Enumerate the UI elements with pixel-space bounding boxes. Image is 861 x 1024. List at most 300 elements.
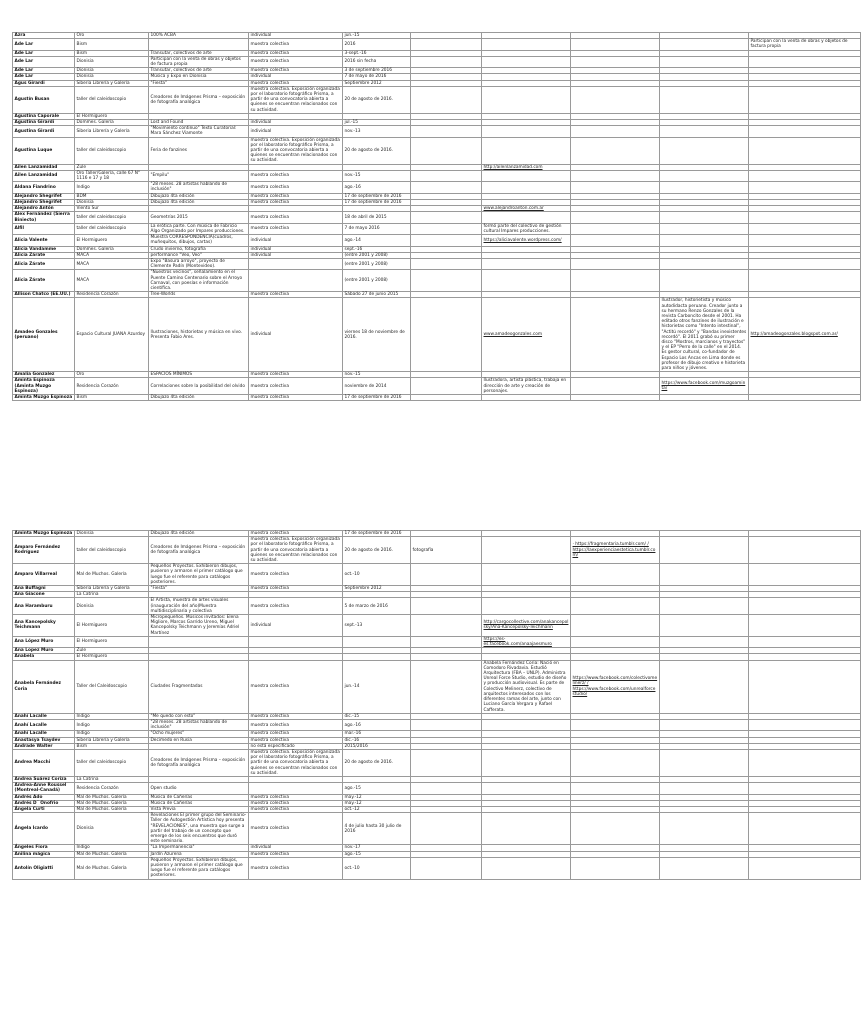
table-row [13, 378, 861, 395]
exhibition-cell: Correlaciones sobre la posibilidad del olvido [149, 378, 249, 395]
artist-cell: Ana López Muro [13, 636, 75, 647]
exhibition-cell: "Fiesta" [149, 586, 249, 592]
venue-cell: La Catrina [75, 592, 149, 598]
table-row [13, 857, 861, 879]
exhibition-cell: "Ocho mujeres" [149, 731, 249, 737]
type-cell: muestra colectiva [249, 813, 343, 845]
link-cell [571, 298, 660, 372]
type-cell: individual [249, 120, 343, 126]
discipline-cell [411, 813, 482, 845]
date-cell: 17 de septiembre de 2016 [343, 531, 411, 537]
artist-exhibitions-table [12, 530, 861, 880]
date-cell: ago.-15 [343, 783, 411, 794]
venue-cell: Zule [75, 648, 149, 654]
date-cell: Sábado 27 de junio 2015 [343, 292, 411, 298]
artist-cell: Amalia Gonzalez [13, 372, 75, 378]
date-cell: 5 de marzo de 2016 [343, 598, 411, 615]
type-cell: muestra colectiva [249, 531, 343, 537]
type-cell: muestra colectiva [249, 182, 343, 193]
extra-cell [660, 636, 749, 647]
notes-cell [749, 615, 861, 637]
discipline-cell [411, 598, 482, 615]
notes-cell [749, 378, 861, 395]
discipline-cell [411, 223, 482, 234]
extra-cell [660, 749, 749, 776]
date-cell: may.-12 [343, 800, 411, 806]
bio-cell: formó parte del colectivo de gestión cultural Impares producciones. [482, 223, 571, 234]
exhibition-cell: Transutar, colectivos de arte [149, 50, 249, 56]
bio-cell [482, 39, 571, 50]
exhibition-cell: "28 meses. 28 artistas hablando de inclusión" [149, 182, 249, 193]
exhibition-cell: El Artista, muestra de artes visuales (inauguración del año)Muestra multidisciplinaria y colectiva [149, 598, 249, 615]
date-cell: dic.-16 [343, 737, 411, 743]
artist-cell: Ana Kancepolsky Teichmann [13, 615, 75, 637]
artist-cell: Ángela Icardo [13, 813, 75, 845]
link-cell [571, 598, 660, 615]
link-cell[interactable]: https://www.facebook.com/muzgoaminta/ [660, 378, 749, 395]
exhibition-cell: "Fiesta" [149, 80, 249, 86]
artist-cell: Anilina mágica [13, 851, 75, 857]
artist-exhibitions-table [12, 32, 861, 401]
venue-cell: MACA [75, 258, 149, 269]
artist-cell: Anastasya Tsaydev [13, 737, 75, 743]
extra-cell [660, 235, 749, 246]
type-cell: individual [249, 252, 343, 258]
bio-cell [482, 564, 571, 586]
date-cell: ago.-15 [343, 851, 411, 857]
link-cell[interactable]: http://cargocollective.com/anakancepolsky/Ana-Kancepolsky-Teichmann [482, 615, 571, 637]
artist-cell: Aminta Muzgo Espinoza [13, 531, 75, 537]
artist-cell: Ade Lar [13, 68, 75, 74]
venue-cell: La Catrina [75, 776, 149, 782]
artist-cell: Ade Lar [13, 39, 75, 50]
artist-cell: Agus Girardi [13, 80, 75, 86]
artist-cell: Aminta Muzgo Espinoza [13, 395, 75, 401]
type-cell [249, 636, 343, 647]
type-cell: individual [249, 246, 343, 252]
exhibition-cell: Pequeños Proyectos. Exhibieron dibujos, pusieron y armaron el primer catálogo que luego fue el referente para catálogos posteriores. [149, 564, 249, 586]
artist-cell: Amparo Villarreal [13, 564, 75, 586]
extra-cell [660, 182, 749, 193]
exhibition-cell: Ilustraciones, historietas y música en vivo. Presenta Fabio Ares. [149, 298, 249, 372]
notes-cell [749, 212, 861, 223]
bio-cell [482, 182, 571, 193]
link-cell[interactable]: www.alejandroanton.com.ar [482, 206, 571, 212]
type-cell: individual [249, 126, 343, 137]
link-cell[interactable]: https://aliciavalente.wordpress.com/ [482, 235, 571, 246]
table-row [13, 56, 861, 67]
discipline-cell [411, 378, 482, 395]
link-cell[interactable]: · https://fragmentaria.tumblr.com/ / https://laexperienciaestetica.tumblr.com/ [571, 537, 660, 564]
venue-cell: El Hormiguero [75, 615, 149, 637]
table-row [13, 598, 861, 615]
date-cell: 7 de mayo 2016 [343, 223, 411, 234]
venue-cell: Bism [75, 50, 149, 56]
bio-cell [482, 270, 571, 292]
extra-cell [660, 126, 749, 137]
extra-cell [660, 598, 749, 615]
venue-cell: MACA [75, 252, 149, 258]
link-cell [571, 857, 660, 879]
link-cell[interactable]: www.amadeogonzales.com [482, 298, 571, 372]
notes-cell [749, 258, 861, 269]
date-cell: 4 de julio hasta 30 julio de 2016 [343, 813, 411, 845]
artist-cell: Amadeo Gonzales (peruano) [13, 298, 75, 372]
exhibition-cell: "Nuestros vecinos", señalamiento en el Puente Camino Centenario sobre el Arroyo Carnaval, con poesías e información científica. [149, 270, 249, 292]
table-row [13, 537, 861, 564]
notes-cell [749, 223, 861, 234]
type-cell: muestra colectiva [249, 806, 343, 812]
venue-cell: Bism [75, 743, 149, 749]
exhibition-cell: Jardín Azurena [149, 851, 249, 857]
date-cell: 17 de septiembre de 2016 [343, 199, 411, 205]
exhibition-cell: Lost and Found [149, 120, 249, 126]
link-cell [571, 212, 660, 223]
exhibition-cell: Dibujazo 4ta edición [149, 395, 249, 401]
spreadsheet-page-1 [12, 32, 848, 401]
extra-cell [660, 56, 749, 67]
link-cell[interactable]: http://amadeogonzales.blogspot.com.ar/ [749, 298, 861, 372]
discipline-cell [411, 86, 482, 113]
venue-cell: Residencia Corazón [75, 292, 149, 298]
artist-cell: Agustina Girardi [13, 120, 75, 126]
table-row [13, 719, 861, 730]
date-cell: noviembre de 2014 [343, 378, 411, 395]
venue-cell: Oro [75, 372, 149, 378]
venue-cell: Dionisia [75, 598, 149, 615]
discipline-cell [411, 395, 482, 401]
type-cell: individual [249, 74, 343, 80]
venue-cell: Mal de Muchos. Galería [75, 806, 149, 812]
type-cell: muestra colectiva. Exposición organizada por el laboratorio fotográfico Prisma, a partir de una convocatoria abierta a quienes se encuentran relacionados con su actividad. [249, 137, 343, 164]
table-row [13, 86, 861, 113]
extra-cell [660, 212, 749, 223]
date-cell: sept.-13 [343, 615, 411, 637]
date-cell: nov.-17 [343, 845, 411, 851]
venue-cell: taller del caleidoscopio [75, 212, 149, 223]
table-row [13, 749, 861, 776]
bio-cell [482, 719, 571, 730]
venue-cell: Dionisia [75, 56, 149, 67]
venue-cell: Dommes. Galería [75, 120, 149, 126]
bio-cell [482, 537, 571, 564]
exhibition-cell: 100% ACBA [149, 33, 249, 39]
date-cell: mar.-16 [343, 731, 411, 737]
venue-cell: Siberia Librería y Galería [75, 737, 149, 743]
notes-cell [749, 170, 861, 181]
link-cell [571, 719, 660, 730]
type-cell: individual [249, 33, 343, 39]
exhibition-cell: Expo "Basura arroyo", proyecto de Clemente Padín (Montevideo). [149, 258, 249, 269]
type-cell: muestra colectiva [249, 68, 343, 74]
extra-cell [660, 39, 749, 50]
artist-cell: Ana Giacone [13, 592, 75, 598]
bio-cell [482, 86, 571, 113]
link-cell [571, 126, 660, 137]
artist-cell: Ana Buffagni [13, 586, 75, 592]
discipline-cell [411, 126, 482, 137]
type-cell: muestra colectiva [249, 598, 343, 615]
extra-cell [660, 270, 749, 292]
table-row [13, 660, 861, 713]
date-cell: 7 de mayo de 2016 [343, 74, 411, 80]
exhibition-cell: Decimedo en Rusia [149, 737, 249, 743]
artist-cell: Alicia Zárate [13, 258, 75, 269]
type-cell: muestra colectiva [249, 737, 343, 743]
bio-cell [482, 56, 571, 67]
artist-cell: Aminta Espinoza (Aminta Muzgo Espinoza) [13, 378, 75, 395]
venue-cell: Mal de Muchos. Galería [75, 800, 149, 806]
table-row [13, 783, 861, 794]
artist-cell: Alicia Zárate [13, 270, 75, 292]
date-cell: oct.-10 [343, 857, 411, 879]
discipline-cell [411, 783, 482, 794]
exhibition-cell: Dibujazo 4ta edición [149, 193, 249, 199]
date-cell: (entre 2001 y 2008) [343, 258, 411, 269]
venue-cell: Siberia Librería y Galería [75, 126, 149, 137]
artist-cell: Andrea Macchi [13, 749, 75, 776]
venue-cell: Dionisia [75, 199, 149, 205]
venue-cell: taller del caleidoscopio [75, 537, 149, 564]
notes-cell [749, 749, 861, 776]
artist-cell: Ailen Lanzamidad [13, 164, 75, 170]
link-cell [571, 636, 660, 647]
exhibition-cell [149, 39, 249, 50]
venue-cell: Mal de Muchos. Galería [75, 857, 149, 879]
exhibition-cell: Música de Cañerías [149, 800, 249, 806]
artist-cell: Andrade Walter [13, 743, 75, 749]
extra-cell [660, 258, 749, 269]
date-cell: may.-12 [343, 794, 411, 800]
notes-cell [749, 564, 861, 586]
artist-cell: Ana Haramburu [13, 598, 75, 615]
date-cell: (entre 2001 y 2008) [343, 270, 411, 292]
type-cell: muestra colectiva [249, 794, 343, 800]
exhibition-cell: ESPACIOS MÍNIMOS [149, 372, 249, 378]
type-cell [249, 258, 343, 269]
artist-cell: Alicia Zárate [13, 252, 75, 258]
exhibition-cell: Crudo invierno, fotografía [149, 246, 249, 252]
link-cell [571, 86, 660, 113]
notes-cell [749, 137, 861, 164]
artist-cell: Andrés Ado [13, 794, 75, 800]
date-cell [343, 636, 411, 647]
link-cell [571, 235, 660, 246]
venue-cell: Residencia Corazón [75, 378, 149, 395]
type-cell: muestra colectiva [249, 212, 343, 223]
exhibition-cell: Ciudades Fragmentadas [149, 660, 249, 713]
exhibition-cell: Creadores de Imágenes Prisma – exposición de fotografía analógica [149, 749, 249, 776]
artist-cell: Aldana Fiandrino [13, 182, 75, 193]
link-cell [571, 39, 660, 50]
type-cell: muestra colectiva [249, 586, 343, 592]
exhibition-cell [149, 636, 249, 647]
exhibition-cell: "28 meses. 28 artistas hablando de inclusión" [149, 719, 249, 730]
extra-cell [660, 857, 749, 879]
discipline-cell [411, 719, 482, 730]
exhibition-cell: Pequeños Proyectos. Exhibieron dibujos, pusieron y armaron el primer catálogo que luego fue el referente para catálogos posteriores. [149, 857, 249, 879]
bio-cell [482, 813, 571, 845]
notes-cell [749, 783, 861, 794]
table-row [13, 258, 861, 269]
type-cell: muestra colectiva [249, 39, 343, 50]
exhibition-cell: Open studio [149, 783, 249, 794]
type-cell: muestra colectiva. Exposición organizada por el laboratorio fotográfico Prisma, a partir de una convocatoria abierta a quienes se encuentran relacionados con su actividad. [249, 537, 343, 564]
extra-cell [660, 223, 749, 234]
bio-cell [482, 598, 571, 615]
discipline-cell [411, 749, 482, 776]
discipline-cell [411, 212, 482, 223]
exhibition-cell: Feria de fanzines [149, 137, 249, 164]
link-cell[interactable]: https://www.facebook.com/colectivomelinerz/ / https://www.facebook.com/unrealforcestudio/ [571, 660, 660, 713]
type-cell: no está especificado [249, 743, 343, 749]
link-cell[interactable]: http://ailenlanzamidad.com [482, 164, 571, 170]
type-cell: muestra colectiva. Exposición organizada por el laboratorio fotográfico Prisma, a partir de una convocatoria abierta a quienes se encuentran relacionados con su actividad. [249, 749, 343, 776]
artist-cell: Andrea Suárez Coriza [13, 776, 75, 782]
discipline-cell [411, 182, 482, 193]
venue-cell: Residencia Corazón [75, 783, 149, 794]
date-cell: 3-sept.-16 [343, 50, 411, 56]
type-cell: muestra colectiva [249, 170, 343, 181]
exhibition-cell: "Movimiento continuo" Texto Curatorial: Mara Sánchez Viamonte [149, 126, 249, 137]
artist-cell: Andrea-Anne Roussel (Montreal-Canadá) [13, 783, 75, 794]
bio-cell [482, 137, 571, 164]
date-cell: ago.-16 [343, 719, 411, 730]
date-cell: Septiembre 2012 [343, 80, 411, 86]
type-cell: muestra colectiva [249, 660, 343, 713]
venue-cell: Mal de Muchos. Galería [75, 794, 149, 800]
notes-cell [749, 270, 861, 292]
table-row [13, 126, 861, 137]
artist-cell: Antolín Oligiatti [13, 857, 75, 879]
discipline-cell: fotografía [411, 537, 482, 564]
link-cell[interactable]: https://es-es.facebook.com/anaajaesmuro [482, 636, 571, 647]
link-cell [571, 615, 660, 637]
notes-cell [749, 537, 861, 564]
exhibition-cell: Micropequeños. Músicos invitados: Elena Migliore, Marcos Garrido Ureno, Miguel Kancepolsky Teichmann y Jeremías Adriel Martínez [149, 615, 249, 637]
artist-cell: Andrés D´ Onofrio [13, 800, 75, 806]
date-cell: dic.-15 [343, 713, 411, 719]
link-cell [571, 223, 660, 234]
bio-cell [482, 126, 571, 137]
bio-cell [482, 395, 571, 401]
type-cell: muestra colectiva [249, 56, 343, 67]
exhibition-cell: La erótica parte. Con música de Fabricio Algo Organizado por Impares producciones. [149, 223, 249, 234]
venue-cell: Bism [75, 395, 149, 401]
date-cell: 20 de agosto de 2016. [343, 86, 411, 113]
exhibition-cell: Participan con la venta de obras y objetos de factura propia [149, 56, 249, 67]
venue-cell: Dionisia [75, 813, 149, 845]
type-cell: muestra colectiva [249, 80, 343, 86]
type-cell: muestra colectiva [249, 50, 343, 56]
notes-cell [749, 126, 861, 137]
discipline-cell [411, 857, 482, 879]
artist-cell: Alicia Vandamme [13, 246, 75, 252]
venue-cell: Oro Taller/Galería, calle 67 N° 1116 e 17 y 18 [75, 170, 149, 181]
artist-cell: Ailen Lanzamidad [13, 170, 75, 181]
link-cell [571, 270, 660, 292]
exhibition-cell: performance "Veo, Veo" [149, 252, 249, 258]
venue-cell: Siberia Librería y Galería [75, 80, 149, 86]
table-row [13, 39, 861, 50]
extra-cell [660, 719, 749, 730]
date-cell: 18 de abril de 2015 [343, 212, 411, 223]
table-row [13, 137, 861, 164]
artist-cell: Agustina Girardi [13, 126, 75, 137]
date-cell: 2016 [343, 39, 411, 50]
venue-cell: Mal de Muchos. Galería [75, 851, 149, 857]
bio-cell: Ilustradora, artista plástica, trabaja en dirección de arte y creación de personajes. [482, 378, 571, 395]
notes-cell [749, 182, 861, 193]
table-row [13, 235, 861, 246]
venue-cell: Indigo [75, 845, 149, 851]
exhibition-cell: Música de Cañerías [149, 794, 249, 800]
link-cell [571, 395, 660, 401]
date-cell: Septiembre 2012 [343, 586, 411, 592]
exhibition-cell: "La Impermanencia" [149, 845, 249, 851]
artist-cell: Allison Chatco (EE.UU.) [13, 292, 75, 298]
table-row [13, 182, 861, 193]
notes-cell [749, 719, 861, 730]
date-cell: oct.-10 [343, 564, 411, 586]
date-cell: 2016 sin fecha [343, 56, 411, 67]
extra-cell [660, 564, 749, 586]
exhibition-cell: Revelaciones El primer grupo del Seminario-Taller de Autogestión Artística hoy presenta "REVELACIONES", una muestra que surge a partir del trabajo de un concepto que emerge de los seis encuentros que duró este seminario. [149, 813, 249, 845]
type-cell: muestra colectiva [249, 713, 343, 719]
notes-cell [749, 86, 861, 113]
artist-cell: Anabela Fernández Coria [13, 660, 75, 713]
artist-cell: Alicia Valente [13, 235, 75, 246]
bio-cell [482, 749, 571, 776]
exhibition-cell: "Me quedo con esto" [149, 713, 249, 719]
exhibition-cell: Geometrías 2015 [149, 212, 249, 223]
extra-cell [660, 86, 749, 113]
type-cell [249, 783, 343, 794]
bio-cell [482, 258, 571, 269]
extra-cell [660, 537, 749, 564]
table-row [13, 395, 861, 401]
type-cell: individual [249, 845, 343, 851]
date-cell: 3 de septiembre 2016 [343, 68, 411, 74]
type-cell: individual [249, 298, 343, 372]
date-cell: ago.-16 [343, 182, 411, 193]
type-cell: individual [249, 615, 343, 637]
link-cell [571, 182, 660, 193]
venue-cell: Dionisia [75, 74, 149, 80]
extra-cell [660, 660, 749, 713]
type-cell: muestra colectiva. Exposición organizada por el laboratorio fotográfico Prisma, a partir de una convocatoria abierta a quienes se encuentran relacionados con su actividad. [249, 86, 343, 113]
date-cell: nov.-13 [343, 126, 411, 137]
date-cell: 17 de septiembre de 2016 [343, 193, 411, 199]
venue-cell: Dionisia [75, 531, 149, 537]
artist-cell: Alejandro Antón [13, 206, 75, 212]
type-cell: muestra colectiva [249, 857, 343, 879]
notes-cell [749, 56, 861, 67]
venue-cell: Indigo [75, 719, 149, 730]
artist-cell: Agustín Busan [13, 86, 75, 113]
venue-cell: BDM [75, 193, 149, 199]
venue-cell: El Hormiguero [75, 654, 149, 660]
artist-cell: Anahí Lacalle [13, 719, 75, 730]
artist-cell: Ángela Curti [13, 806, 75, 812]
notes-cell [749, 660, 861, 713]
venue-cell: taller del caleidoscopio [75, 137, 149, 164]
date-cell: nov.-15 [343, 372, 411, 378]
spreadsheet-page-2 [12, 530, 760, 880]
extra-cell [660, 813, 749, 845]
table-row [13, 212, 861, 223]
date-cell: jun.-15 [343, 33, 411, 39]
